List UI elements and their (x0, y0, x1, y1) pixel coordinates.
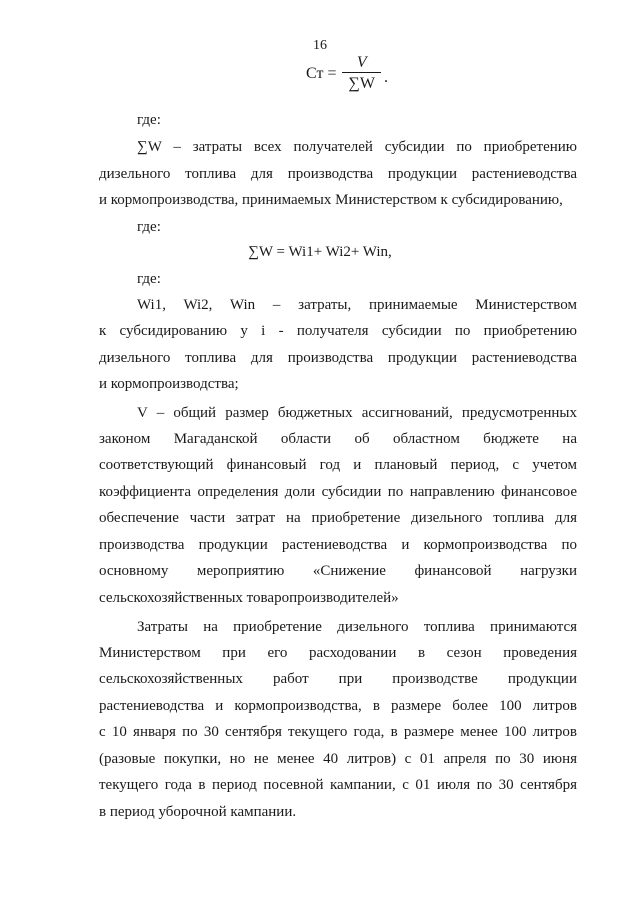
text-line: коэффициента определения доли субсидии по направлению финансовое (99, 484, 577, 500)
text-line: Затраты на приобретение дизельного топлива принимаются (137, 619, 577, 635)
formula-main (306, 54, 388, 93)
formula-numerator: V (356, 54, 367, 71)
text-line: дизельного топлива для производства продукции растениеводства (99, 166, 577, 182)
where-label: где: (137, 219, 161, 235)
text-line: и кормопроизводства; (99, 376, 239, 392)
text-line: Wi1, Wi2, Win – затраты, принимаемые Министерством (137, 297, 577, 313)
where-label: где: (137, 271, 161, 287)
text-line: обеспечение части затрат на приобретение дизельного топлива для (99, 510, 577, 526)
formula-denominator: ∑W (342, 72, 381, 93)
text-line: основному мероприятию «Снижение финансовой нагрузки (99, 563, 577, 579)
text-line: законом Магаданской области об областном бюджете на (99, 431, 577, 447)
text-line: сельскохозяйственных товаропроизводителей» (99, 590, 399, 606)
text-line: Министерством при его расходовании в сезон проведения (99, 645, 577, 661)
text-line: с 10 января по 30 сентября текущего года, в размере менее 100 литров (99, 724, 577, 740)
where-label: где: (137, 112, 161, 128)
text-line: (разовые покупки, но не менее 40 литров) с 01 апреля по 30 июня (99, 751, 577, 767)
formula-lhs: Ст = (306, 64, 337, 82)
text-line: ∑W – затраты всех получателей субсидии по приобретению (137, 139, 577, 155)
text-line: растениеводства и кормопроизводства, в размере более 100 литров (99, 698, 577, 714)
text-line: сельскохозяйственных работ при производстве продукции (99, 671, 577, 687)
text-line: соответствующий финансовый год и плановый период, с учетом (99, 457, 577, 473)
page-number: 16 (313, 38, 327, 53)
text-line: и кормопроизводства, принимаемых Министерством к субсидированию, (99, 192, 563, 208)
formula-sum: ∑W = Wi1+ Wi2+ Win, (248, 244, 392, 260)
formula-fraction (342, 54, 381, 93)
text-line: производства продукции растениеводства и кормопроизводства по (99, 537, 577, 553)
text-line: к субсидированию у i - получателя субсидии по приобретению (99, 323, 577, 339)
text-line: в период уборочной кампании. (99, 804, 297, 820)
text-line: V – общий размер бюджетных ассигнований, предусмотренных (137, 405, 577, 421)
text-line: текущего года в период посевной кампании, с 01 июля по 30 сентября (99, 777, 577, 793)
formula-trail: . (384, 69, 388, 86)
text-line: дизельного топлива для производства продукции растениеводства (99, 350, 577, 366)
